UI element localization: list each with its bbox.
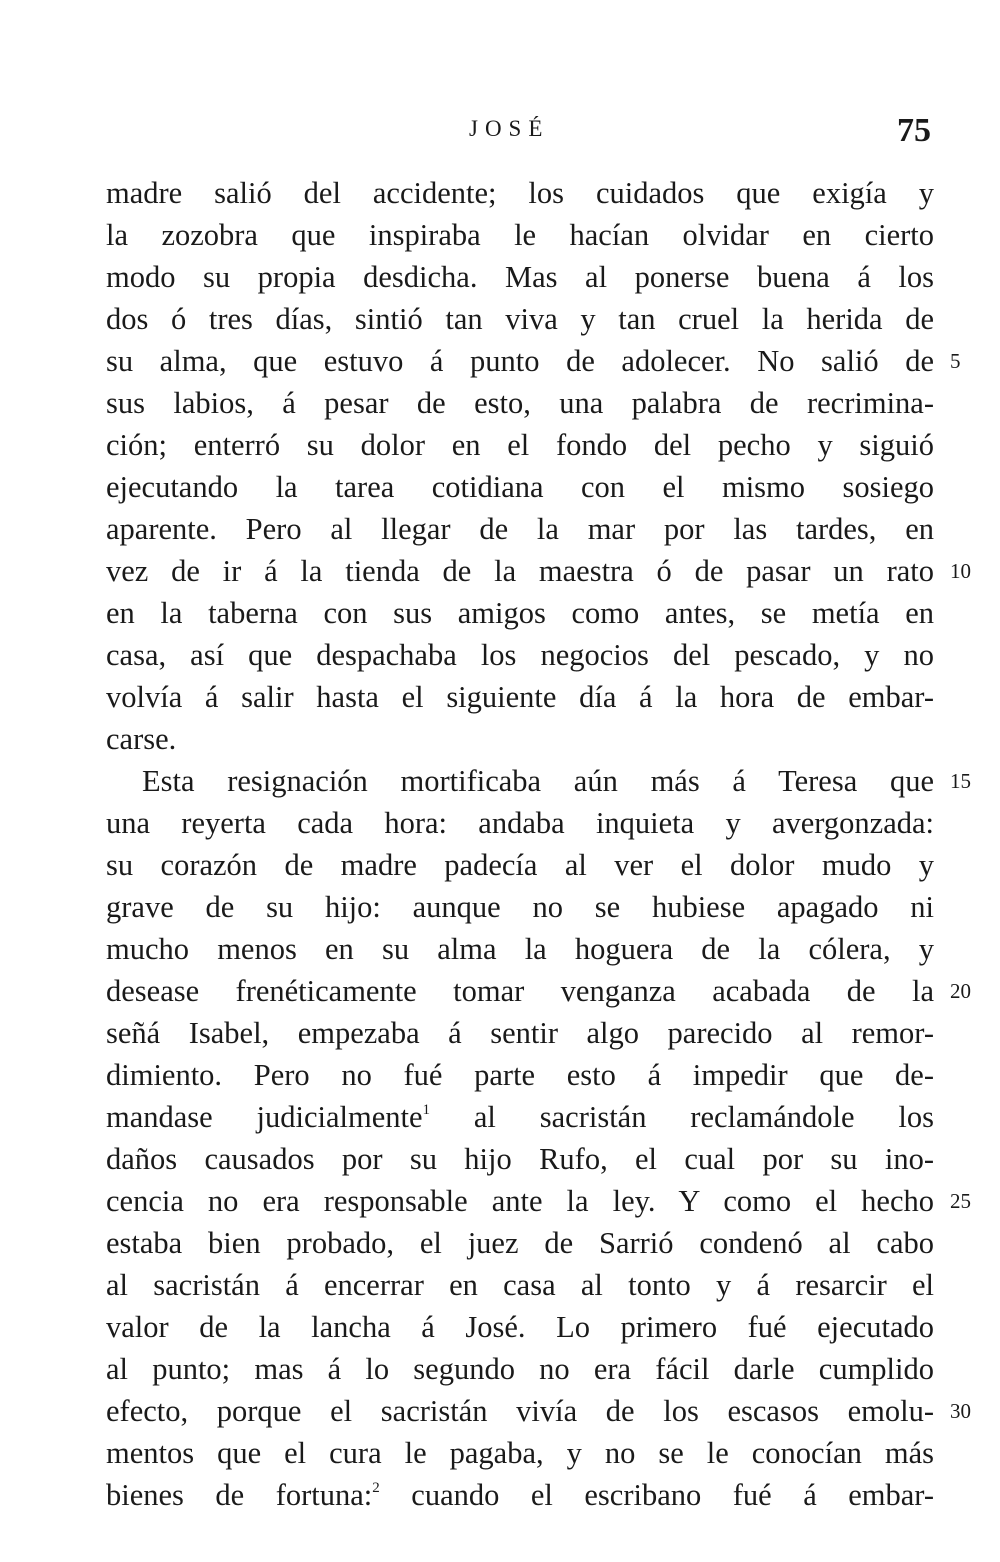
running-title: JOSÉ [469, 116, 550, 141]
text-line-15: Esta resignación mortificaba aún más á Teresa que [142, 764, 934, 798]
text-line-23 [106, 1096, 934, 1138]
page-number: 75 [897, 112, 931, 149]
text-line-17: su corazón de madre padecía al ver el dolor mudo y [106, 848, 934, 882]
footnote-ref-1: 1 [422, 1102, 431, 1118]
text-line-28: valor de la lancha á José. Lo primero fué ejecutado [106, 1310, 934, 1344]
text-line-29: al punto; mas á lo segundo no era fácil darle cumplido [106, 1352, 934, 1386]
text-line-18: grave de su hijo: aunque no se hubiese apagado ni [106, 890, 934, 924]
text-line-31: mentos que el cura le pagaba, y no se le conocían más [106, 1436, 934, 1470]
text-line-3: modo su propia desdicha. Mas al ponerse buena á los [106, 260, 934, 294]
text-line-23-start: mandase judicialmente [106, 1100, 423, 1134]
text-line-32-start: bienes de fortuna: [106, 1478, 373, 1512]
line-number-30: 30 [950, 1399, 971, 1423]
line-number-10: 10 [950, 559, 971, 583]
line-number-15: 15 [950, 769, 971, 793]
footnote-ref-2: 2 [372, 1480, 380, 1496]
text-line-10: vez de ir á la tienda de la maestra ó de pasar un rato [106, 554, 934, 588]
text-line-16: una reyerta cada hora: andaba inquieta y avergonzada: [106, 806, 934, 840]
text-line-9: aparente. Pero al llegar de la mar por las tardes, en [106, 512, 934, 546]
text-line-32-end: cuando el escribano fué á embar- [411, 1478, 934, 1512]
text-line-22: dimiento. Pero no fué parte esto á impedir que de- [106, 1058, 934, 1092]
text-line-32 [106, 1474, 934, 1516]
text-line-26: estaba bien probado, el juez de Sarrió condenó al cabo [106, 1226, 934, 1260]
text-line-27: al sacristán á encerrar en casa al tonto y á resarcir el [106, 1268, 934, 1302]
text-line-5: su alma, que estuvo á punto de adolecer. No salió de [106, 344, 934, 378]
line-number-25: 25 [950, 1189, 971, 1213]
text-line-20: desease frenéticamente tomar venganza acabada de la [106, 974, 934, 1008]
text-line-23-end: al sacristán reclamándole los [473, 1100, 934, 1134]
text-line-2: la zozobra que inspiraba le hacían olvidar en cierto [106, 218, 934, 252]
text-line-30: efecto, porque el sacristán vivía de los escasos emolu- [106, 1394, 934, 1428]
text-line-19: mucho menos en su alma la hoguera de la cólera, y [106, 932, 934, 966]
text-line-25: cencia no era responsable ante la ley. Y como el hecho [106, 1184, 934, 1218]
text-line-7: ción; enterró su dolor en el fondo del pecho y siguió [106, 428, 934, 462]
text-line-11: en la taberna con sus amigos como antes, se metía en [106, 596, 934, 630]
text-line-21: señá Isabel, empezaba á sentir algo parecido al remor- [106, 1016, 934, 1050]
text-line-24: daños causados por su hijo Rufo, el cual por su ino- [106, 1142, 934, 1176]
text-line-13: volvía á salir hasta el siguiente día á la hora de embar- [106, 680, 934, 714]
text-line-14: carse. [106, 722, 177, 756]
running-head [0, 112, 1000, 152]
text-line-8: ejecutando la tarea cotidiana con el mismo sosiego [106, 470, 934, 504]
text-line-12: casa, así que despachaba los negocios del pescado, y no [106, 638, 934, 672]
text-line-6: sus labios, á pesar de esto, una palabra de recrimina- [106, 386, 934, 420]
text-line-1: madre salió del accidente; los cuidados que exigía y [106, 176, 934, 210]
line-number-5: 5 [950, 349, 961, 373]
text-line-4: dos ó tres días, sintió tan viva y tan cruel la herida de [106, 302, 934, 336]
line-number-20: 20 [950, 979, 971, 1003]
